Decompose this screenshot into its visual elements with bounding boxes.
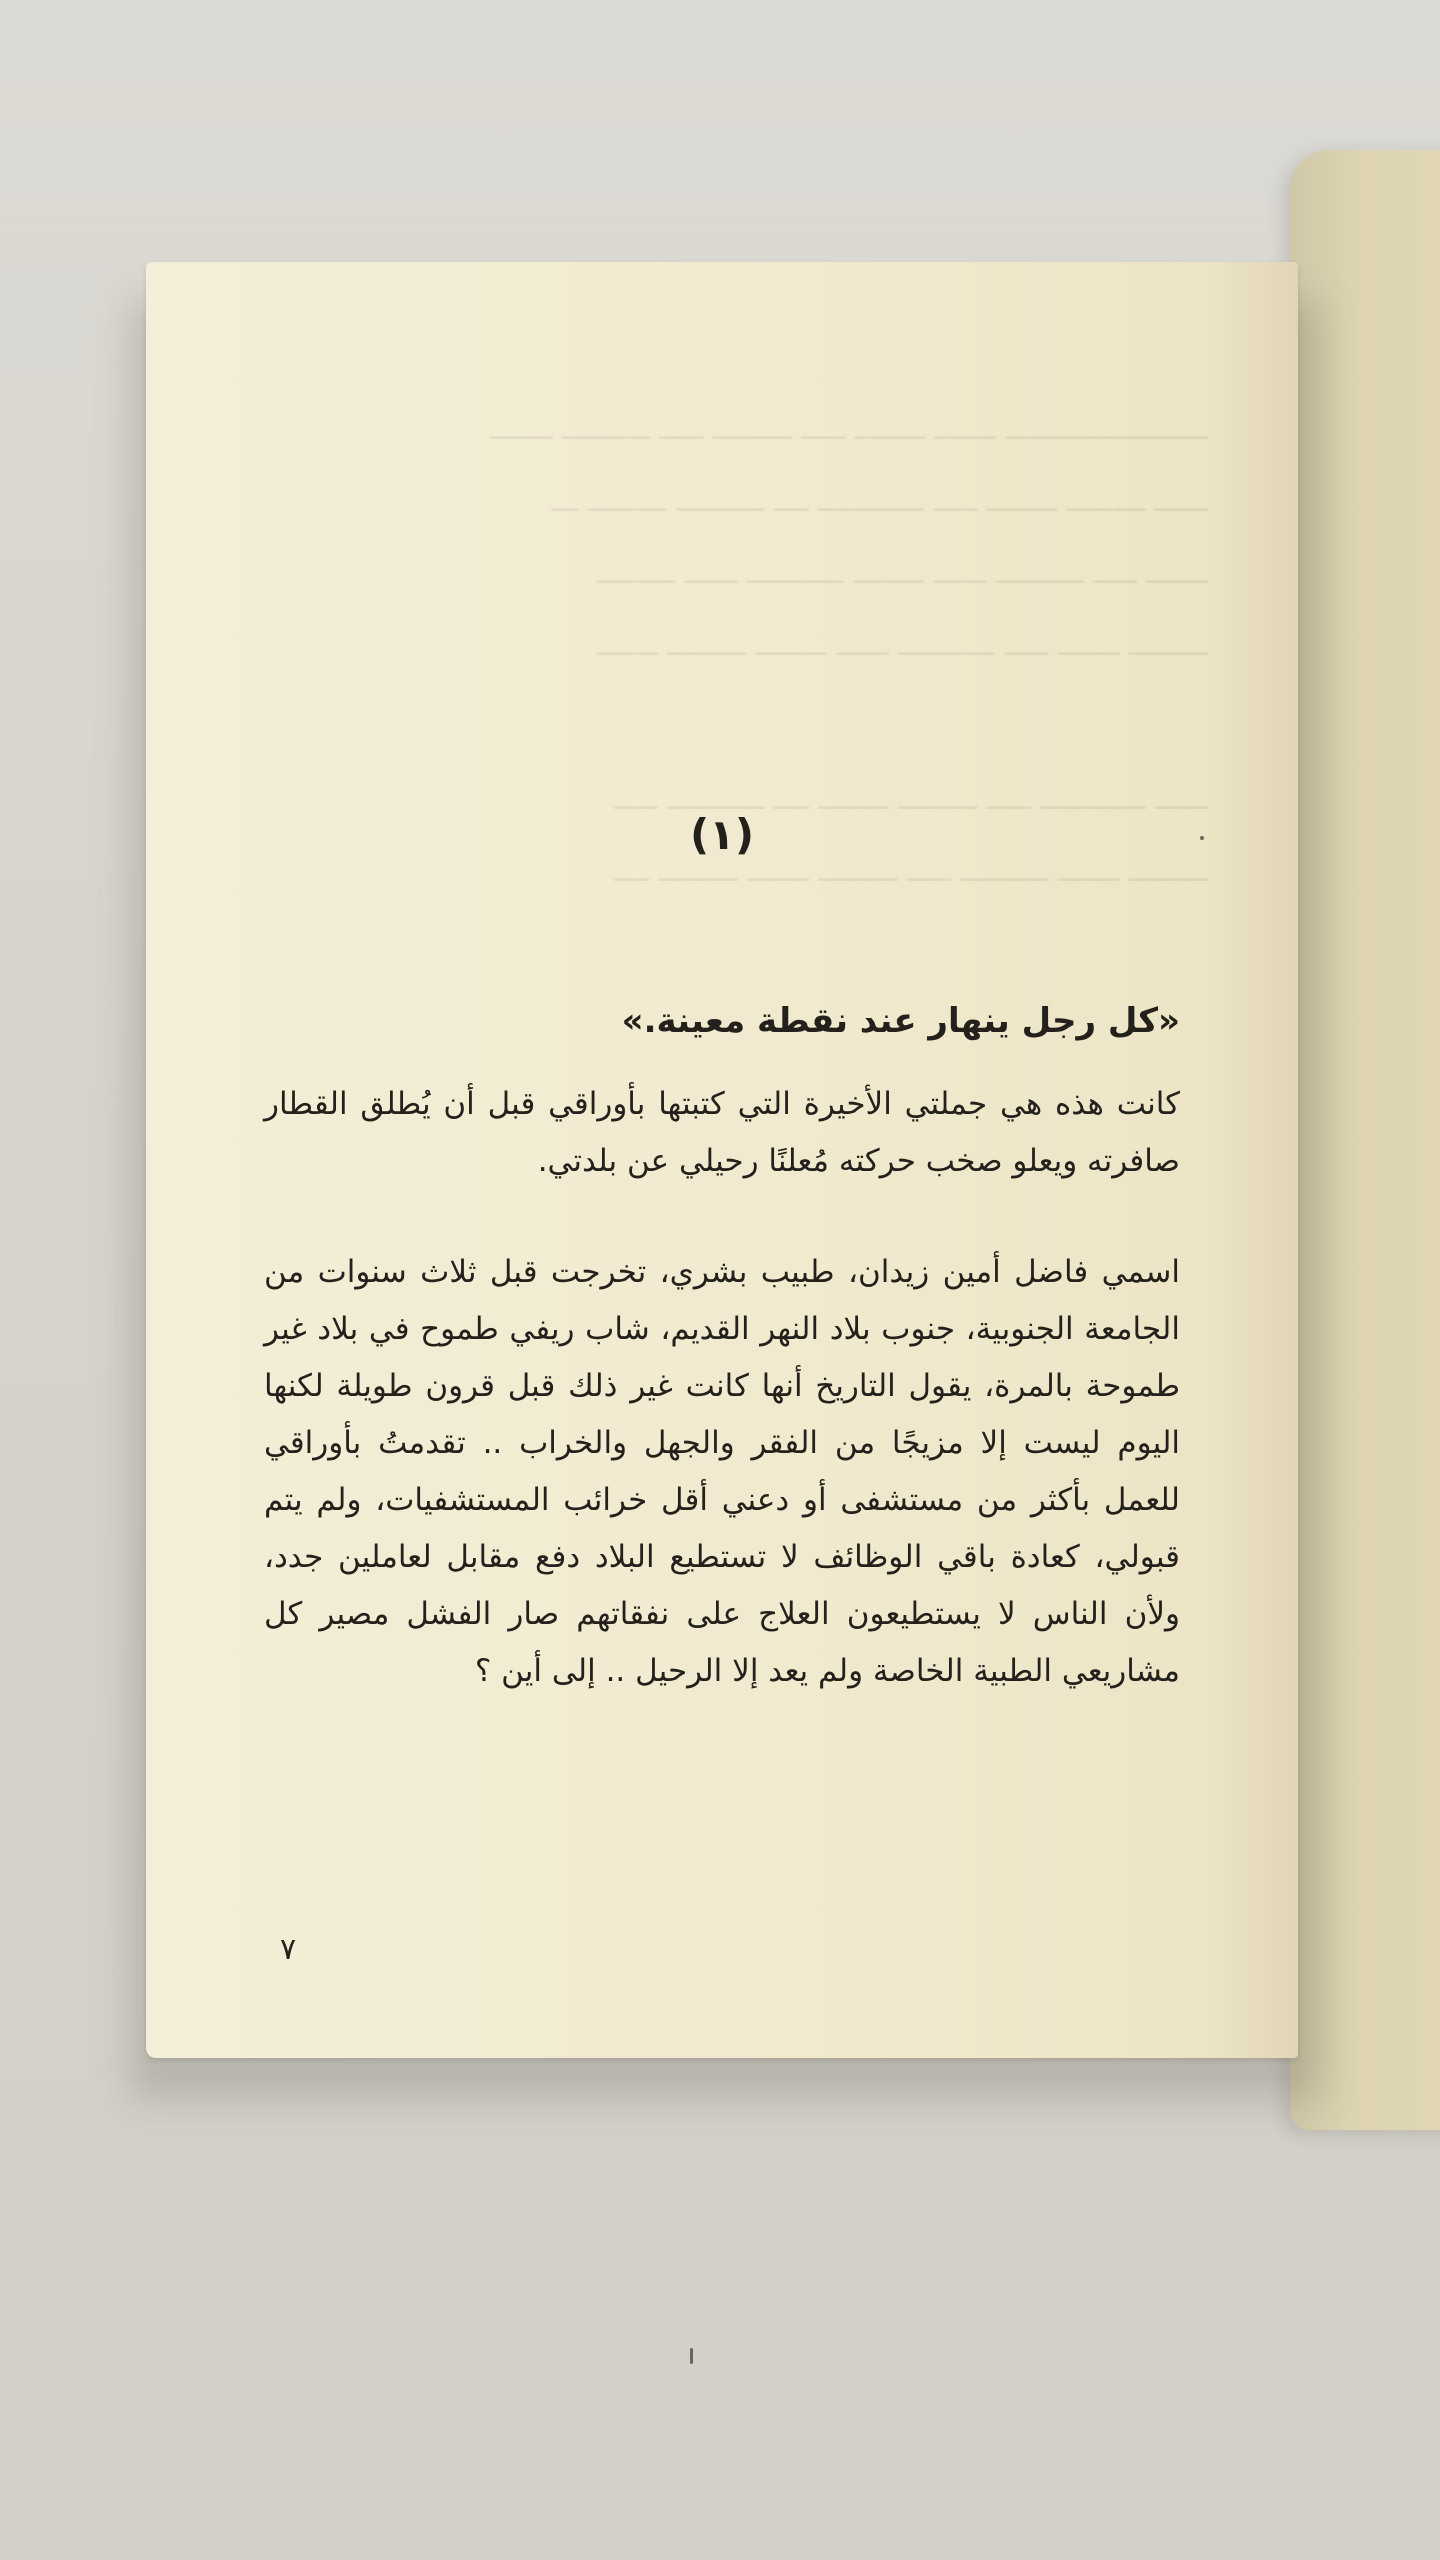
paragraph: كانت هذه هي جملتي الأخيرة التي كتبتها بأوراقي قبل أن يُطلق القطار صافرته ويعلو صخب حركته مُعلنًا رحيلي عن بلدتي.: [264, 1086, 1180, 1179]
page-number: ٧: [280, 1932, 297, 1967]
bleed-through-text: ـــــــــ ـــــــ ــــــــــ ـــــ ـــــــــ ـــــــ ـــــــــ ــــ: [613, 854, 1208, 889]
chapter-number: (١): [689, 810, 755, 859]
dust-speck: [1200, 836, 1204, 840]
page-body: [264, 992, 1180, 1700]
bleed-through-text: ـــــــــــــــــــــــ ـــــــ ــــــــ ـــــ ـــــــــ ـــــ ــــــــــ ـــــــ: [490, 412, 1208, 447]
bleed-through-text: ــــــ ــــــــــــ ـــــ ـــــــــ ــــــــ ــــ ـــــــــــ ـــــ: [613, 782, 1208, 817]
bleed-through-text: ـــــــــ ـــــــ ـــــ ـــــــــــ ــــــ ــــــــ ـــــــــ ـــــــ: [596, 628, 1208, 663]
bleed-through-text: ــــــ ـــــــــ ــــــــ ـــــ ــــــــــــ ــــ ــــــــــ ـــــــــ ـــ: [551, 484, 1208, 519]
paragraph: اسمي فاضل أمين زيدان، طبيب بشري، تخرجت قبل ثلاث سنوات من الجامعة الجنوبية، جنوب بلاد النهر القديم، شاب ريفي طموح في بلاد غير طموحة بالمرة، يقول التاريخ أنها كانت غير ذلك قبل قرون طويلة لكنها اليوم ليست إلا مزيجًا من الفقر والجهل والخراب .. تقدمتُ بأوراقي للعمل بأكثر من مستشفى أو دعني أقل خرائب المستشفيات، ولم يتم قبولي، كعادة باقي الوظائف لا تستطيع البلاد دفع مقابل لعاملين جدد، ولأن الناس لا يستطيعون العلاج على نفقاتهم صار الفشل مصير كل مشاريعي الطبية الخاصة ولم يعد إلا الرحيل .. إلى أين ؟: [264, 1254, 1180, 1689]
bleed-through-text: ـــــــ ـــــ ــــــــــ ــــــ ــــــــ ـــــــــــ ــــــ ـــــــــ: [596, 556, 1208, 591]
opening-quote: «كل رجل ينهار عند نقطة معينة.»: [621, 1001, 1180, 1041]
book-page: [146, 262, 1298, 2058]
dust-speck: [690, 2348, 693, 2364]
